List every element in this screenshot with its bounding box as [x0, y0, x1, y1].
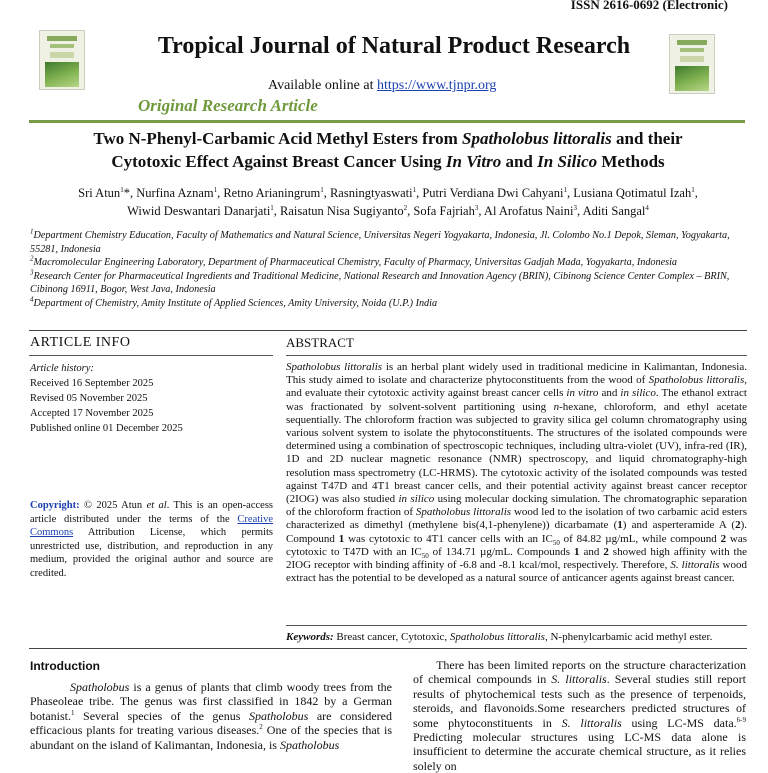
abstract-divider [286, 355, 747, 356]
keywords-divider [286, 625, 747, 626]
column-two-text: There has been limited reports on the structure characterization of chemical compounds in S. littoralis. Several studies still report results of phytochemical tests such as the presence of terpenoids, steroids, and flavonoids.Some researchers predicted structures of some phytoconstituents in S. littoralis using LC-MS data.$^{6-9}$ Predicting molecular structures using LC-MS data alone is insufficient to determine the accurate chemical structure, as it relies solely on [413, 658, 747, 773]
article-info-divider [29, 355, 273, 356]
affiliation: $^2$Macromolecular Engineering Laboratory, Department of Pharmaceutical Chemistry, Faculty of Pharmacy, Universitas Gadjah Mada, Yogyakarta, Indonesia [30, 254, 678, 268]
article-info-heading: ARTICLE INFO [30, 335, 131, 350]
author: Raisatun Nisa Sugiyanto$^2$, [280, 203, 414, 218]
introduction-heading: Introduction [30, 659, 100, 673]
author: Wiwid Deswantari Danarjati$^1$, [127, 203, 281, 218]
section-divider [29, 330, 747, 331]
author: Sofa Fajriah$^3$, [413, 203, 484, 218]
author: Rasningtyaswati$^1$, [329, 185, 423, 200]
authors [30, 184, 746, 220]
abstract-heading: ABSTRACT [286, 335, 354, 350]
published-date: Published online 01 December 2025 [30, 423, 183, 434]
author: Putri Verdiana Dwi Cahyani$^1$, [422, 185, 574, 200]
journal-title: Tropical Journal of Natural Product Research [157, 33, 631, 59]
author: Retno Arianingrum$^1$, [223, 185, 330, 200]
author: Lusiana Qotimatul Izah$^1$, [573, 185, 698, 200]
affiliation: $^3$Research Center for Pharmaceutical Ingredients and Traditional Medicine, National Research and Innovation Agency (BRIN), Cibinong Science Center Complex – BRIN, Cibinong 16911, Bogor, West Java, Indonesia [30, 268, 730, 295]
header-divider [29, 120, 745, 123]
issn: ISSN 2616-0692 (Electronic) [570, 0, 728, 12]
affiliation: $^1$Department Chemistry Education, Faculty of Mathematics and Natural Science, Universitas Negeri Yogyakarta, Indonesia, Jl. Colombo No.1 Depok, Sleman, Yogyakarta, 55281, Indonesia [30, 227, 730, 255]
accepted-date: Accepted 17 November 2025 [30, 408, 154, 419]
paper-title: Two N-Phenyl-Carbamic Acid Methyl Esters from Spatholobus littoralis and their Cytotoxic Effect Against Breast Cancer Using In Vitro and In Silico Methods [93, 129, 683, 171]
affiliation: $^4$Department of Chemistry, Amity Institute of Applied Sciences, Amity University, Noida (U.P.) India [30, 295, 438, 309]
keywords: Keywords: Breast cancer, Cytotoxic, Spatholobus littoralis, N-phenylcarbamic acid methyl ester. [286, 631, 713, 643]
journal-url-link[interactable]: https://www.tjnpr.org [376, 78, 497, 93]
article-history [30, 361, 183, 436]
copyright-notice: Copyright: © 2025 Atun et al. This is an open-access article distributed under the terms of the Creative Commons Attribution License, which permits unrestricted use, distribution, and reproduction in any medium, provided the original author and source are credited. [30, 500, 273, 579]
author: Nurfina Aznam$^1$, [136, 185, 224, 200]
article-type: Original Research Article [138, 96, 318, 115]
author: Sri Atun$^1$*, [78, 185, 137, 200]
author: Al Arofatus Naini$^3$, [483, 203, 583, 218]
author: Aditi Sangal$^4$ [582, 203, 649, 218]
revised-date: Revised 05 November 2025 [30, 393, 148, 404]
license-link[interactable]: Creative Commons [30, 513, 273, 538]
abstract-text: Spatholobus littoralis is an herbal plant widely used in traditional medicine in Kalimantan, Indonesia. This study aimed to isolate and characterize phytoconstituents from the wood of Spatholobus littoralis, and evaluate their cytotoxic activity against breast cancer cells in vitro and in silico. The ethanol extract was fractionated by solvent-solvent partitioning using n-hexane, chloroform, and ethyl acetate sequentially. The chloroform fraction was subjected to gravity silica gel column chromatography using various solvent system to isolate the phytoconstituents. The structures of the isolated compounds were determined using a combination of spectroscopic techniques, including ultra-violet (UV), infra-red (IR), 1D and 2D nuclear magnetic resonance (NMR) spectroscopy, and liquid chromatography-high resolution mass spectrometry (LC-HRMS). The cytotoxic activity of the isolated compounds was tested against T47D and 4T1 breast cancer cells, and their potential activity against breast cancer receptor (2IOG) was also studied in silico using molecular docking simulation. The chromatographic separation of the chloroform fraction of Spatholobus littoralis wood led to the isolation of two carbamic acid esters characterized as dimethyl (methylene bis(4,1-phenylene)) dicarbamate (1) and asperteramide A (2). Compound 1 was cytotoxic to 4T1 cancer cells with an $IC_{50}$ of 84.82 µg/mL, while compound 2 was cytotoxic to T47D with an $IC_{50}$ of 134.71 µg/mL. Compounds 1 and 2 showed high affinity with the 2IOG receptor with binding affinity of -6.8 and -8.1 kcal/mol, respectively. Therefore, S. littoralis wood extract has the potential to be developed as a natural source of anticancer agents against breast cancer. [286, 361, 748, 585]
received-date: Received 16 September 2025 [30, 378, 154, 389]
available-online: Available online at https://www.tjnpr.org [268, 78, 497, 93]
body-divider [29, 648, 747, 649]
history-label: Article history: [30, 363, 94, 374]
introduction-text: Spatholobus is a genus of plants that climb woody trees from the Phaseoleae tribe. The genus was first classified in 1842 by a German botanist.$^1$ Several species of the genus Spatholobus are considered efficacious plants for treating various diseases.$^2$ One of the species that is abundant on the island of Kalimantan, Indonesia, is Spatholobus [30, 680, 392, 752]
affiliations [30, 229, 750, 310]
